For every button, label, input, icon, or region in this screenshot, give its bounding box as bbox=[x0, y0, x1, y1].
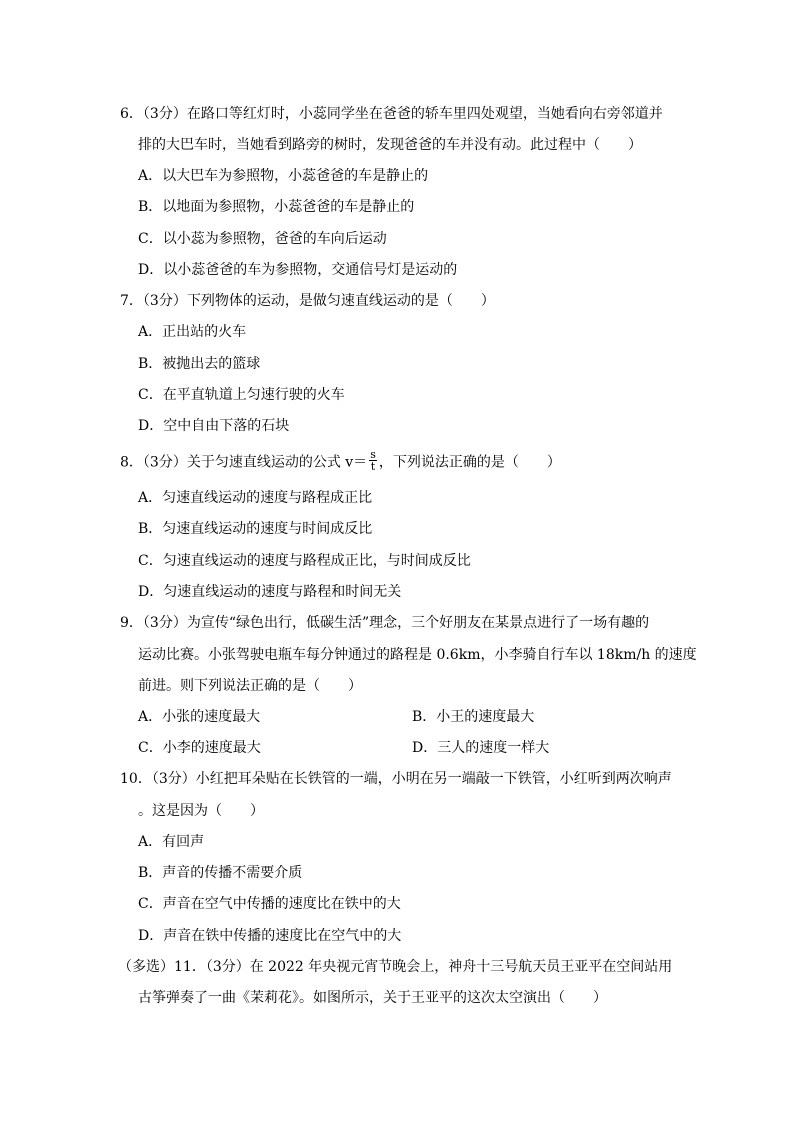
question-6-option-c: C．以小蕊为参照物，爸爸的车向后运动 bbox=[138, 231, 387, 247]
question-9-stem-line2: 运动比赛。小张驾驶电瓶车每分钟通过的路程是 0.6km，小李骑自行车以 18km/h 的速度 bbox=[138, 647, 697, 663]
question-6-option-d: D．以小蕊爸爸的车为参照物，交通信号灯是运动的 bbox=[138, 262, 458, 278]
fraction-numerator: s bbox=[370, 448, 376, 461]
question-8-stem bbox=[120, 448, 561, 474]
question-7-stem: 7．（3分）下列物体的运动，是做匀速直线运动的是（ ） bbox=[120, 293, 495, 309]
question-8-option-b: B．匀速直线运动的速度与时间成反比 bbox=[138, 521, 373, 537]
question-6-stem-line1: 6．（3分）在路口等红灯时，小蕊同学坐在爸爸的轿车里四处观望，当她看向右旁邻道并 bbox=[120, 106, 663, 122]
question-10-option-d: D．声音在铁中传播的速度比在空气中的大 bbox=[138, 928, 402, 944]
fraction-denominator: t bbox=[370, 460, 376, 473]
question-8-stem-suffix: ，下列说法正确的是（ ） bbox=[378, 454, 561, 471]
question-8-option-d: D．匀速直线运动的速度与路程和时间无关 bbox=[138, 584, 402, 600]
question-9-option-a: A．小张的速度最大 bbox=[138, 709, 261, 725]
question-9-option-b: B．小王的速度最大 bbox=[412, 709, 535, 725]
formula-fraction bbox=[369, 449, 377, 472]
question-7-option-c: C．在平直轨道上匀速行驶的火车 bbox=[138, 387, 345, 403]
question-9-stem-line1: 9．（3分）为宣传“绿色出行，低碳生活”理念，三个好朋友在某景点进行了一场有趣的 bbox=[120, 615, 650, 631]
question-9-stem-line3: 前进。则下列说法正确的是（ ） bbox=[138, 678, 362, 694]
question-6-option-a: A．以大巴车为参照物，小蕊爸爸的车是静止的 bbox=[138, 168, 429, 184]
question-8-option-c: C．匀速直线运动的速度与路程成正比，与时间成反比 bbox=[138, 553, 471, 569]
question-8-option-a: A．匀速直线运动的速度与路程成正比 bbox=[138, 490, 373, 506]
question-6-stem-line2: 排的大巴车时，当她看到路旁的树时，发现爸爸的车并没有动。此过程中（ ） bbox=[138, 137, 642, 153]
question-9-option-d: D．三人的速度一样大 bbox=[412, 740, 550, 756]
question-7-option-b: B．被抛出去的篮球 bbox=[138, 356, 261, 372]
question-11-stem-line1: （多选）11．（3分）在 2022 年央视元宵节晚会上，神舟十三号航天员王亚平在空间站用 bbox=[118, 959, 673, 975]
question-10-option-a: A．有回声 bbox=[138, 834, 205, 850]
question-6-option-b: B．以地面为参照物，小蕊爸爸的车是静止的 bbox=[138, 199, 415, 215]
question-10-stem-line2: 。这是因为（ ） bbox=[138, 803, 264, 819]
question-10-stem-line1: 10．（3分）小红把耳朵贴在长铁管的一端，小明在另一端敲一下铁管，小红听到两次响声 bbox=[120, 771, 672, 787]
question-10-option-b: B．声音的传播不需要介质 bbox=[138, 865, 303, 881]
question-9-option-c: C．小李的速度最大 bbox=[138, 740, 261, 756]
question-7-option-a: A．正出站的火车 bbox=[138, 324, 247, 340]
question-7-option-d: D．空中自由下落的石块 bbox=[138, 418, 290, 434]
question-10-option-c: C．声音在空气中传播的速度比在铁中的大 bbox=[138, 896, 401, 912]
question-11-stem-line2: 古筝弹奏了一曲《茉莉花》。如图所示，关于王亚平的这次太空演出（ ） bbox=[138, 990, 607, 1006]
question-8-stem-prefix: 8．（3分）关于匀速直线运动的公式 v＝ bbox=[120, 454, 368, 471]
